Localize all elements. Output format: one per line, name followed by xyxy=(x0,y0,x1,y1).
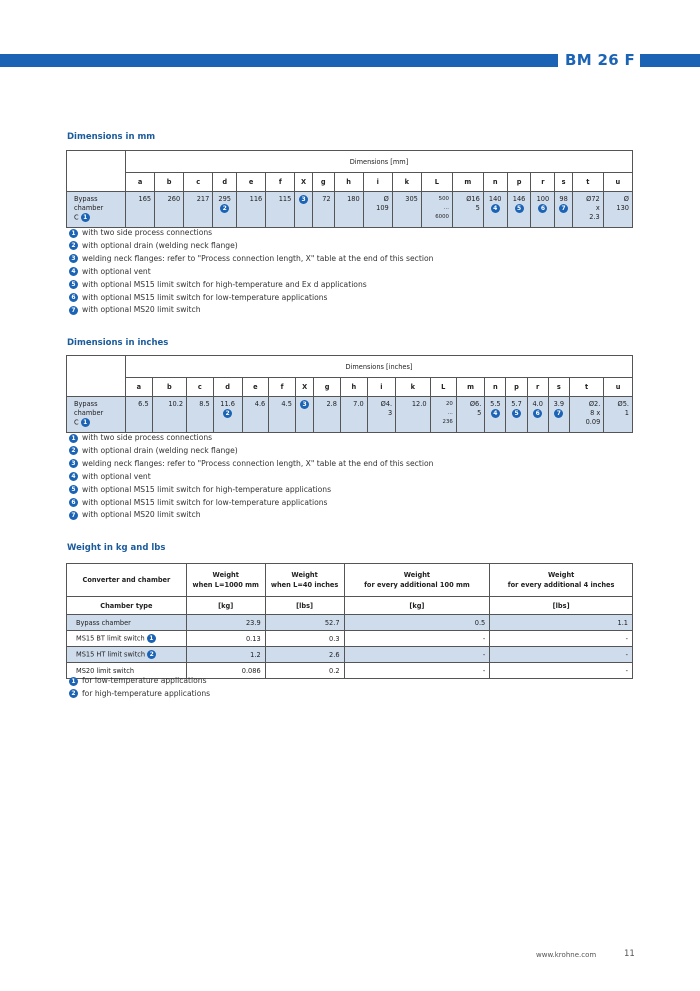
product-name: BM 26 F xyxy=(565,51,636,69)
footnote: 2 with optional drain (welding neck flange) xyxy=(69,445,433,458)
table-header-row: a b c d e f X g h i k L m n p r s t u xyxy=(67,378,633,397)
footnote: 5 with optional MS15 limit switch for high-temperature applications xyxy=(69,484,433,497)
row-label: Bypass chamber C 1 xyxy=(67,397,126,433)
footnote: 1 for low-temperature applications xyxy=(69,675,210,688)
footnote: 6 with optional MS15 limit switch for low-temperature applications xyxy=(69,497,433,510)
footnote: 6 with optional MS15 limit switch for low-temperature applications xyxy=(69,292,433,305)
footnote-badge: 2 xyxy=(147,650,156,659)
footnote: 4 with optional vent xyxy=(69,471,433,484)
dimensions-inches-table xyxy=(66,355,633,433)
footnote-badge: 3 xyxy=(299,195,308,204)
table-group-header: Dimensions [inches] xyxy=(126,356,633,378)
footnote-badge: 2 xyxy=(223,409,232,418)
notes-weight xyxy=(69,675,210,701)
footnote: 2 with optional drain (welding neck flange) xyxy=(69,240,433,253)
section-title-weight: Weight in kg and lbs xyxy=(67,543,166,553)
header-bar-right xyxy=(640,54,700,67)
section-title-mm: Dimensions in mm xyxy=(67,132,156,142)
footnote-badge: 4 xyxy=(491,204,500,213)
table-row: MS20 limit switch 0.086 0.2 - - xyxy=(67,663,633,679)
footnote-badge: 5 xyxy=(512,409,521,418)
table-row: Bypass chamber 23.9 52.7 0.5 1.1 xyxy=(67,615,633,631)
footnote: 1 with two side process connections xyxy=(69,227,433,240)
footnote-badge: 6 xyxy=(533,409,542,418)
table-row: Bypass chamber C 1 165 260 217 295 2 116 115 3 72 180 Ø 109 305 500 ... 6000 Ø16 5 140 4 146 5 100 6 98 7 Ø72 x 2.3 Ø 130 xyxy=(67,192,633,228)
table-row: Bypass chamber C 1 6.5 10.2 8.5 11.6 2 4.6 4.5 3 2.8 7.0 Ø4. 3 12.0 20 ... 236 Ø6. 5 5.5 4 5.7 5 4.0 6 3.9 7 Ø2. 8 x 0.09 Ø5. 1 xyxy=(67,397,633,433)
footnote-badge: 7 xyxy=(559,204,568,213)
table-row: MS15 HT limit switch 2 1.2 2.6 - - xyxy=(67,647,633,663)
footnote: 5 with optional MS15 limit switch for high-temperature and Ex d applications xyxy=(69,279,433,292)
footnote: 3 welding neck flanges: refer to "Process connection length, X" table at the end of this section xyxy=(69,253,433,266)
table-header-row: a b c d e f X g h i k L m n p r s t u xyxy=(67,173,633,192)
footnote-badge: 2 xyxy=(220,204,229,213)
table-group-header: Dimensions [mm] xyxy=(126,151,633,173)
page-number: 11 xyxy=(624,949,635,959)
footnote-badge: 1 xyxy=(147,634,156,643)
footnote-badge: 5 xyxy=(515,204,524,213)
footnote: 7 with optional MS20 limit switch xyxy=(69,304,433,317)
notes-inches xyxy=(69,432,433,522)
footer-url: www.krohne.com xyxy=(536,951,597,959)
footnote-badge: 1 xyxy=(81,418,90,427)
dimensions-mm-table xyxy=(66,150,633,228)
table-header-row: Converter and chamber Weight when L=1000 mm Weight when L=40 inches Weight for every additional 100 mm Weight for every additional 4 inches xyxy=(67,564,633,597)
footnote-badge: 7 xyxy=(554,409,563,418)
table-row: MS15 BT limit switch 1 0.13 0.3 - - xyxy=(67,631,633,647)
row-label: Bypass chamber C 1 xyxy=(67,192,126,228)
units-row: Chamber type [kg] [lbs] [kg] [lbs] xyxy=(67,597,633,615)
section-title-inches: Dimensions in inches xyxy=(67,338,169,348)
footnote-badge: 6 xyxy=(538,204,547,213)
footnote: 4 with optional vent xyxy=(69,266,433,279)
footnote: 2 for high-temperature applications xyxy=(69,688,210,701)
header-bar xyxy=(0,54,558,67)
footnote-badge: 3 xyxy=(300,400,309,409)
footnote: 7 with optional MS20 limit switch xyxy=(69,509,433,522)
footnote-badge: 1 xyxy=(81,213,90,222)
footnote: 1 with two side process connections xyxy=(69,432,433,445)
footnote-badge: 4 xyxy=(491,409,500,418)
footnote: 3 welding neck flanges: refer to "Process connection length, X" table at the end of this section xyxy=(69,458,433,471)
weight-table xyxy=(66,563,633,679)
notes-mm xyxy=(69,227,433,317)
